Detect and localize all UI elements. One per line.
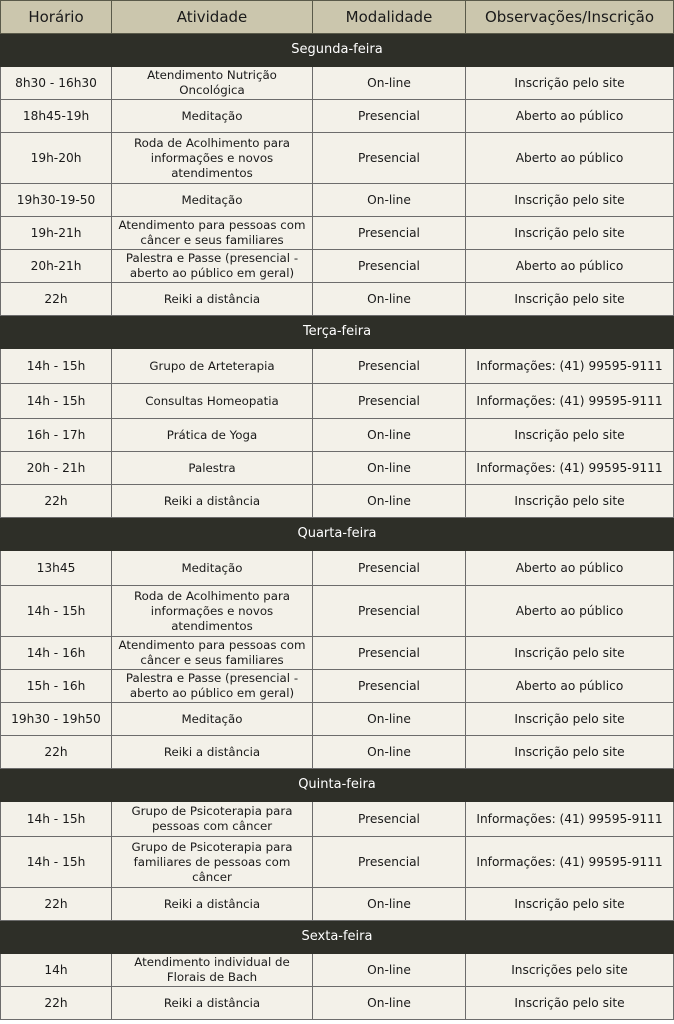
- cell-mode: Presencial: [313, 384, 466, 419]
- cell-note: Aberto ao público: [466, 133, 674, 184]
- cell-mode: Presencial: [313, 551, 466, 586]
- schedule-body: [1, 34, 674, 1020]
- cell-time: 22h: [1, 888, 112, 921]
- cell-activity: Meditação: [112, 703, 313, 736]
- cell-mode: Presencial: [313, 349, 466, 384]
- cell-time: 22h: [1, 485, 112, 518]
- table-row: [1, 67, 674, 100]
- cell-note: Informações: (41) 99595-9111: [466, 452, 674, 485]
- cell-note: Inscrição pelo site: [466, 703, 674, 736]
- day-title: Quarta-feira: [1, 518, 674, 551]
- table-row: [1, 987, 674, 1020]
- table-row: [1, 736, 674, 769]
- cell-mode: On-line: [313, 184, 466, 217]
- day-title: Quinta-feira: [1, 769, 674, 802]
- day-header-row: [1, 316, 674, 349]
- table-header: [1, 1, 674, 34]
- cell-time: 20h - 21h: [1, 452, 112, 485]
- table-row: [1, 802, 674, 837]
- cell-mode: Presencial: [313, 637, 466, 670]
- cell-activity: Atendimento individual de Florais de Bach: [112, 954, 313, 987]
- cell-mode: On-line: [313, 283, 466, 316]
- table-row: [1, 100, 674, 133]
- cell-note: Aberto ao público: [466, 100, 674, 133]
- day-title: Segunda-feira: [1, 34, 674, 67]
- cell-mode: Presencial: [313, 133, 466, 184]
- cell-note: Inscrição pelo site: [466, 283, 674, 316]
- header-activity: Atividade: [112, 1, 313, 34]
- cell-time: 18h45-19h: [1, 100, 112, 133]
- cell-activity: Palestra: [112, 452, 313, 485]
- day-title: Terça-feira: [1, 316, 674, 349]
- cell-activity: Palestra e Passe (presencial - aberto ao público em geral): [112, 670, 313, 703]
- cell-activity: Roda de Acolhimento para informações e novos atendimentos: [112, 133, 313, 184]
- cell-mode: On-line: [313, 67, 466, 100]
- cell-activity: Roda de Acolhimento para informações e novos atendimentos: [112, 586, 313, 637]
- cell-mode: On-line: [313, 736, 466, 769]
- cell-mode: On-line: [313, 703, 466, 736]
- cell-time: 14h - 15h: [1, 384, 112, 419]
- cell-activity: Grupo de Psicoterapia para pessoas com câncer: [112, 802, 313, 837]
- cell-activity: Grupo de Arteterapia: [112, 349, 313, 384]
- cell-activity: Atendimento para pessoas com câncer e seus familiares: [112, 637, 313, 670]
- table-row: [1, 384, 674, 419]
- header-time: Horário: [1, 1, 112, 34]
- cell-time: 22h: [1, 736, 112, 769]
- cell-time: 19h30-19-50: [1, 184, 112, 217]
- cell-time: 16h - 17h: [1, 419, 112, 452]
- cell-note: Inscrição pelo site: [466, 736, 674, 769]
- cell-time: 13h45: [1, 551, 112, 586]
- cell-mode: On-line: [313, 888, 466, 921]
- cell-note: Inscrição pelo site: [466, 184, 674, 217]
- cell-time: 14h: [1, 954, 112, 987]
- table-row: [1, 586, 674, 637]
- cell-note: Informações: (41) 99595-9111: [466, 349, 674, 384]
- cell-time: 14h - 16h: [1, 637, 112, 670]
- table-row: [1, 670, 674, 703]
- cell-mode: On-line: [313, 485, 466, 518]
- cell-activity: Meditação: [112, 100, 313, 133]
- cell-mode: Presencial: [313, 217, 466, 250]
- cell-activity: Reiki a distância: [112, 888, 313, 921]
- cell-note: Inscrição pelo site: [466, 67, 674, 100]
- cell-time: 14h - 15h: [1, 837, 112, 888]
- table-row: [1, 250, 674, 283]
- cell-note: Informações: (41) 99595-9111: [466, 837, 674, 888]
- table-row: [1, 637, 674, 670]
- day-header-row: [1, 518, 674, 551]
- cell-mode: Presencial: [313, 100, 466, 133]
- table-row: [1, 419, 674, 452]
- table-row: [1, 283, 674, 316]
- cell-note: Inscrição pelo site: [466, 419, 674, 452]
- table-row: [1, 888, 674, 921]
- cell-activity: Grupo de Psicoterapia para familiares de pessoas com câncer: [112, 837, 313, 888]
- cell-activity: Reiki a distância: [112, 283, 313, 316]
- cell-activity: Atendimento para pessoas com câncer e seus familiares: [112, 217, 313, 250]
- cell-note: Aberto ao público: [466, 670, 674, 703]
- cell-note: Aberto ao público: [466, 586, 674, 637]
- cell-time: 15h - 16h: [1, 670, 112, 703]
- cell-note: Inscrições pelo site: [466, 954, 674, 987]
- cell-note: Inscrição pelo site: [466, 637, 674, 670]
- table-row: [1, 551, 674, 586]
- cell-mode: Presencial: [313, 586, 466, 637]
- cell-time: 14h - 15h: [1, 349, 112, 384]
- header-notes: Observações/Inscrição: [466, 1, 674, 34]
- table-row: [1, 133, 674, 184]
- cell-mode: Presencial: [313, 670, 466, 703]
- cell-mode: Presencial: [313, 837, 466, 888]
- cell-note: Informações: (41) 99595-9111: [466, 384, 674, 419]
- cell-activity: Atendimento Nutrição Oncológica: [112, 67, 313, 100]
- cell-note: Inscrição pelo site: [466, 987, 674, 1020]
- table-row: [1, 954, 674, 987]
- cell-activity: Palestra e Passe (presencial - aberto ao público em geral): [112, 250, 313, 283]
- header-mode: Modalidade: [313, 1, 466, 34]
- table-row: [1, 217, 674, 250]
- cell-mode: On-line: [313, 987, 466, 1020]
- day-title: Sexta-feira: [1, 921, 674, 954]
- cell-time: 22h: [1, 987, 112, 1020]
- cell-note: Aberto ao público: [466, 250, 674, 283]
- cell-activity: Reiki a distância: [112, 485, 313, 518]
- day-header-row: [1, 34, 674, 67]
- cell-time: 19h30 - 19h50: [1, 703, 112, 736]
- cell-activity: Consultas Homeopatia: [112, 384, 313, 419]
- cell-note: Informações: (41) 99595-9111: [466, 802, 674, 837]
- day-header-row: [1, 769, 674, 802]
- cell-activity: Reiki a distância: [112, 987, 313, 1020]
- table-row: [1, 452, 674, 485]
- table-row: [1, 485, 674, 518]
- cell-time: 20h-21h: [1, 250, 112, 283]
- table-row: [1, 184, 674, 217]
- cell-mode: On-line: [313, 954, 466, 987]
- cell-activity: Reiki a distância: [112, 736, 313, 769]
- cell-mode: On-line: [313, 452, 466, 485]
- header-row: [1, 1, 674, 34]
- cell-time: 19h-20h: [1, 133, 112, 184]
- table-row: [1, 703, 674, 736]
- cell-mode: On-line: [313, 419, 466, 452]
- cell-note: Inscrição pelo site: [466, 485, 674, 518]
- cell-mode: Presencial: [313, 802, 466, 837]
- cell-time: 22h: [1, 283, 112, 316]
- table-row: [1, 349, 674, 384]
- cell-mode: Presencial: [313, 250, 466, 283]
- cell-time: 14h - 15h: [1, 586, 112, 637]
- cell-time: 14h - 15h: [1, 802, 112, 837]
- cell-activity: Meditação: [112, 184, 313, 217]
- cell-note: Aberto ao público: [466, 551, 674, 586]
- cell-time: 19h-21h: [1, 217, 112, 250]
- table-row: [1, 837, 674, 888]
- cell-time: 8h30 - 16h30: [1, 67, 112, 100]
- cell-activity: Meditação: [112, 551, 313, 586]
- cell-note: Inscrição pelo site: [466, 888, 674, 921]
- cell-activity: Prática de Yoga: [112, 419, 313, 452]
- cell-note: Inscrição pelo site: [466, 217, 674, 250]
- day-header-row: [1, 921, 674, 954]
